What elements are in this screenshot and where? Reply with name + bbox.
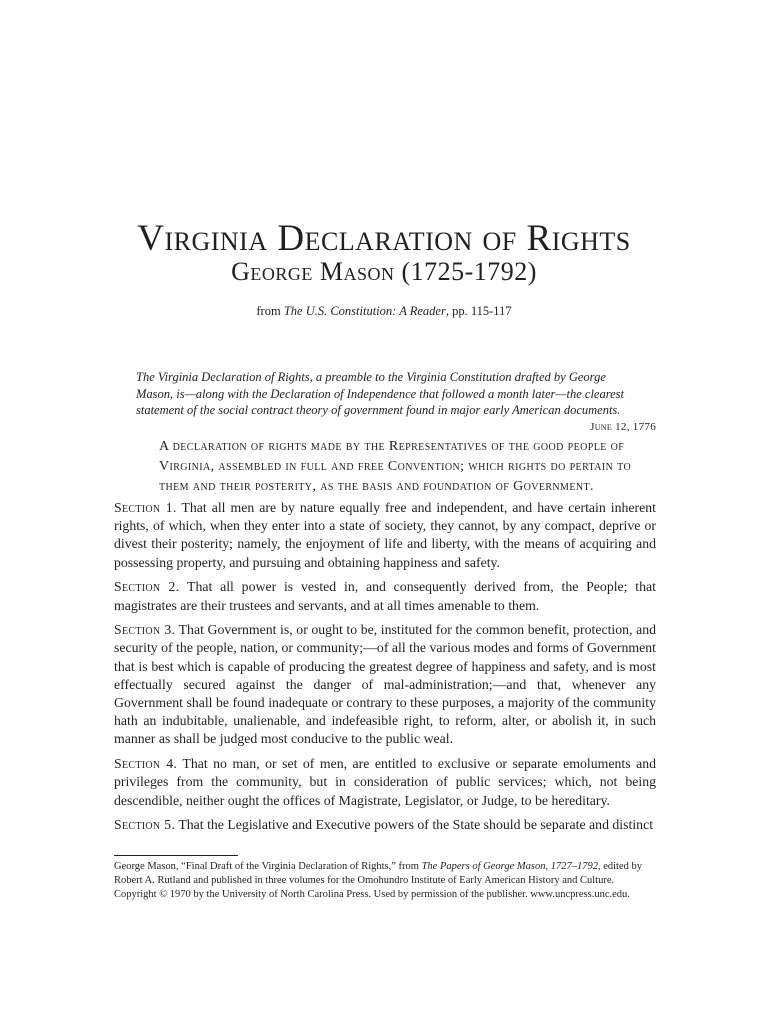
document-title: Virginia Declaration of Rights bbox=[137, 218, 631, 259]
footnote-part-2: , edited by Robert A. Rutland and published in three volumes for the Omohundro Institute of Early American History and Culture. Copyright © 1970 by the University of North Carolina Press. Used by permission of the publisher. www.uncpress.unc.edu. bbox=[114, 861, 642, 900]
preamble: A declaration of rights made by the Representatives of the good people of Virginia, assembled in full and free Convention; which rights do pertain to them and their posterity, as the basis and foundation of Government. bbox=[159, 439, 632, 494]
section-2 bbox=[114, 578, 656, 614]
section-3 bbox=[114, 621, 656, 748]
footnote-part-1: George Mason, “Final Draft of the Virginia Declaration of Rights,” from bbox=[114, 861, 422, 872]
section-label: Section 1. bbox=[114, 500, 177, 515]
section-label: Section 4. bbox=[114, 756, 178, 772]
section-1 bbox=[114, 499, 656, 572]
document-date: June 12, 1776 bbox=[590, 421, 656, 433]
source-book-title: The U.S. Constitution: A Reader bbox=[283, 304, 446, 318]
section-text: That Government is, or ought to be, instituted for the common benefit, protection, and security of the people, nation, or community;—of all the various modes and forms of Government that is best which is capable of producing the greatest degree of happiness and safety, and is most effectually secured against the danger of mal-administration;—and that, whenever any Government shall be found inadequate or contrary to these purposes, a majority of the community hath an indubitable, unalienable, and indefeasible right, to reform, alter, or abolish it, in such manner as shall be judged most conducive to the public weal. bbox=[114, 622, 656, 747]
section-label: Section 3. bbox=[114, 622, 176, 638]
sections-body bbox=[114, 499, 656, 841]
section-label: Section 5. bbox=[114, 817, 176, 833]
source-prefix: from bbox=[256, 304, 284, 318]
section-text: That the Legislative and Executive powers of the State should be separate and distinct bbox=[175, 817, 654, 833]
section-text: That no man, or set of men, are entitled to exclusive or separate emoluments and privileges from the community, but in consideration of public services; which, not being descendible, neither ought the offices of Magistrate, Legislator, or Judge, to be hereditary. bbox=[114, 756, 656, 808]
section-4 bbox=[114, 755, 656, 810]
footnote-divider bbox=[114, 855, 238, 856]
footnote bbox=[114, 860, 658, 901]
document-subtitle: George Mason (1725-1792) bbox=[231, 257, 537, 286]
section-5 bbox=[114, 816, 656, 834]
intro-paragraph: The Virginia Declaration of Rights, a preamble to the Virginia Constitution drafted by George Mason, is—along with the Declaration of Independence that followed a month later—the clearest statement of the social contract theory of government found in major early American documents. bbox=[136, 370, 625, 417]
source-pages: , pp. 115-117 bbox=[445, 304, 512, 318]
section-text: That all men are by nature equally free and independent, and have certain inherent rights, of which, when they enter into a state of society, they cannot, by any compact, deprive or divest their posterity; namely, the enjoyment of life and liberty, with the means of acquiring and possessing property, and pursuing and obtaining happiness and safety. bbox=[114, 500, 656, 570]
footnote-book-title: The Papers of George Mason, 1727–1792 bbox=[421, 861, 598, 872]
section-text: That all power is vested in, and consequently derived from, the People; that magistrates are their trustees and servants, and at all times amenable to them. bbox=[114, 579, 656, 613]
source-citation bbox=[0, 303, 768, 319]
section-label: Section 2. bbox=[114, 579, 180, 595]
